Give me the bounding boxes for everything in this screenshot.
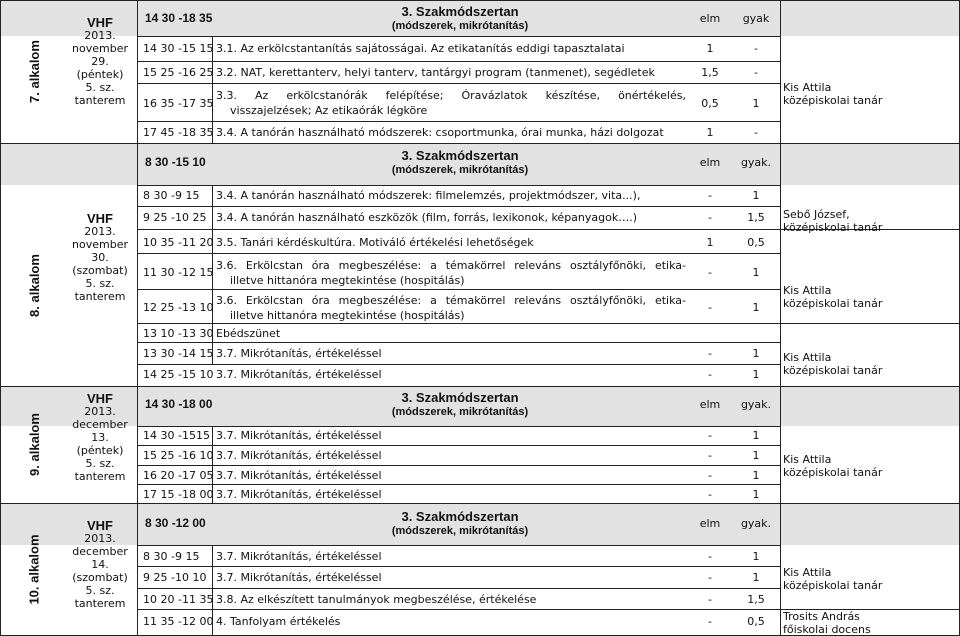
block-time-range: 14 30 -18 00 [145,397,213,411]
row-time: 10 20 -11 35 [143,593,214,606]
venue-date-cell: VHF 2013. november 30. (szombat) 5. sz. tanterem [72,211,128,303]
row-time: 13 10 -13 30 [143,327,214,340]
row-gyak: 1 [752,189,760,202]
row-gyak: 0,5 [747,615,765,628]
row-elm: 1 [706,236,714,249]
block-title: 3. Szakmódszertan (módszerek, mikrótanítás) [391,390,529,418]
row-time: 8 30 -9 15 [143,550,200,563]
row-gyak: 1,5 [747,593,765,606]
row-topic: 3.4. A tanórán használható eszközök (film, forrás, lexikonok, képanyagok….) [216,211,638,224]
row-gyak: 0,5 [747,236,765,249]
block-title: 3. Szakmódszertan (módszerek, mikrótanítás) [391,148,529,176]
elm-header: elm [699,517,721,530]
gyak-header: gyak. [740,156,772,169]
gyak-header: gyak [742,12,770,25]
row-gyak: 1 [752,571,760,584]
row-topic: 3.4. A tanórán használható módszerek: filmelemzés, projektmódszer, vita...), [216,189,641,202]
row-elm: - [708,593,712,606]
row-topic: 3.7. Mikrótanítás, értékeléssel [216,469,382,482]
alkalom-label: 9. alkalom [26,413,42,476]
teacher-cell: Kis Attila középiskolai tanár [783,81,883,107]
gyak-header: gyak. [740,517,772,530]
row-gyak: 1 [752,429,760,442]
elm-header: elm [699,156,721,169]
row-topic: 3.6. Erkölcstan óra megbeszélése: a témakörrel releváns osztályfőnöki, etika- illetve hittanóra megtekintése (hospitálás) [216,294,686,322]
row-topic: 3.7. Mikrótanítás, értékeléssel [216,347,382,360]
row-gyak: 1 [752,488,760,501]
row-time: 11 35 -12 00 [143,615,214,628]
row-topic: 3.4. A tanórán használható módszerek: csoportmunka, órai munka, házi dolgozat [216,126,664,139]
row-topic: 3.2. NAT, kerettanterv, helyi tanterv, tantárgyi program (tanmenet), segédletek [216,66,655,79]
row-topic: 3.7. Mikrótanítás, értékeléssel [216,550,382,563]
row-topic: 3.1. Az erkölcstantanítás sajátosságai. Az etikatanítás eddigi tapasztalatai [216,42,625,55]
row-topic: 3.8. Az elkészített tanulmányok megbeszélése, értékelése [216,593,537,606]
row-time: 14 30 -15 15 [143,42,214,55]
alkalom-label: 10. alkalom [26,534,42,605]
venue-date-cell: VHF 2013. december 14. (szombat) 5. sz. tanterem [72,518,128,610]
row-topic: Ebédszünet [216,327,281,340]
row-time: 15 25 -16 25 [143,66,214,79]
block-title: 3. Szakmódszertan (módszerek, mikrótanítás) [391,4,529,32]
row-time: 9 25 -10 25 [143,211,207,224]
venue-date-cell: VHF 2013. november 29. (péntek) 5. sz. tanterem [72,15,128,107]
row-elm: - [708,266,712,279]
row-time: 14 30 -1515 [143,429,210,442]
row-topic: 3.7. Mikrótanítás, értékeléssel [216,449,382,462]
row-elm: - [708,347,712,360]
row-topic: 3.7. Mikrótanítás, értékeléssel [216,429,382,442]
row-time: 9 25 -10 10 [143,571,207,584]
teacher-cell: Kis Attila középiskolai tanár [783,453,883,479]
block-time-range: 8 30 -15 10 [145,155,206,169]
row-topic: 4. Tanfolyam értékelés [216,615,341,628]
row-gyak: 1 [752,347,760,360]
row-gyak: 1 [752,301,760,314]
row-elm: - [708,301,712,314]
row-elm: - [708,368,712,381]
row-topic: 3.5. Tanári kérdéskultúra. Motiváló értékelési lehetőségek [216,236,534,249]
alkalom-label: 7. alkalom [26,40,42,103]
row-time: 17 15 -18 00 [143,488,214,501]
row-time: 11 30 -12 15 [143,266,214,279]
row-gyak: 1 [752,550,760,563]
row-time: 17 45 -18 35 [143,126,214,139]
row-gyak: 1 [752,368,760,381]
row-time: 14 25 -15 10 [143,368,214,381]
teacher-cell: Trosits András főiskolai docens [783,610,871,636]
row-gyak: 1 [752,97,760,110]
row-time: 8 30 -9 15 [143,189,200,202]
row-topic: 3.6. Erkölcstan óra megbeszélése: a témakörrel releváns osztályfőnöki, etika- illetve hittanóra megtekintése (hospitálás) [216,259,686,287]
row-gyak: 1 [752,266,760,279]
teacher-cell: Kis Attila középiskolai tanár [783,351,883,377]
row-gyak: 1 [752,449,760,462]
row-time: 16 20 -17 05 [143,469,214,482]
row-time: 16 35 -17 35 [143,97,214,110]
row-elm: 1,5 [701,66,719,79]
row-gyak: - [754,66,758,79]
row-elm: - [708,189,712,202]
block-time-range: 8 30 -12 00 [145,516,206,530]
block-title: 3. Szakmódszertan (módszerek, mikrótanítás) [391,509,529,537]
teacher-cell: Sebő József, középiskolai tanár [783,208,883,234]
row-elm: - [708,211,712,224]
venue-date-cell: VHF 2013. december 13. (péntek) 5. sz. tanterem [72,391,128,483]
row-time: 15 25 -16 10 [143,449,214,462]
row-elm: - [708,449,712,462]
row-time: 10 35 -11 20 [143,236,214,249]
teacher-cell: Kis Attila középiskolai tanár [783,566,883,592]
elm-header: elm [699,12,721,25]
row-topic: 3.7. Mikrótanítás, értékeléssel [216,488,382,501]
row-elm: - [708,429,712,442]
row-topic: 3.7. Mikrótanítás, értékeléssel [216,368,382,381]
row-topic: 3.7. Mikrótanítás, értékeléssel [216,571,382,584]
alkalom-label: 8. alkalom [26,254,42,317]
row-time: 12 25 -13 10 [143,301,214,314]
row-elm: 1 [706,42,714,55]
row-gyak: - [754,126,758,139]
row-topic: 3.3. Az erkölcstanórák felépítése; Óravázlatok készítése, önértékelés, visszajelzések; Az etikaórák légköre [216,89,686,117]
row-gyak: 1,5 [747,211,765,224]
elm-header: elm [699,398,721,411]
row-elm: - [708,615,712,628]
gyak-header: gyak. [740,398,772,411]
row-elm: 0,5 [701,97,719,110]
row-elm: - [708,571,712,584]
row-elm: 1 [706,126,714,139]
row-elm: - [708,488,712,501]
block-time-range: 14 30 -18 35 [145,11,213,25]
row-gyak: 1 [752,469,760,482]
row-time: 13 30 -14 15 [143,347,214,360]
row-elm: - [708,550,712,563]
teacher-cell: Kis Attila középiskolai tanár [783,284,883,310]
row-elm: - [708,469,712,482]
row-gyak: - [754,42,758,55]
